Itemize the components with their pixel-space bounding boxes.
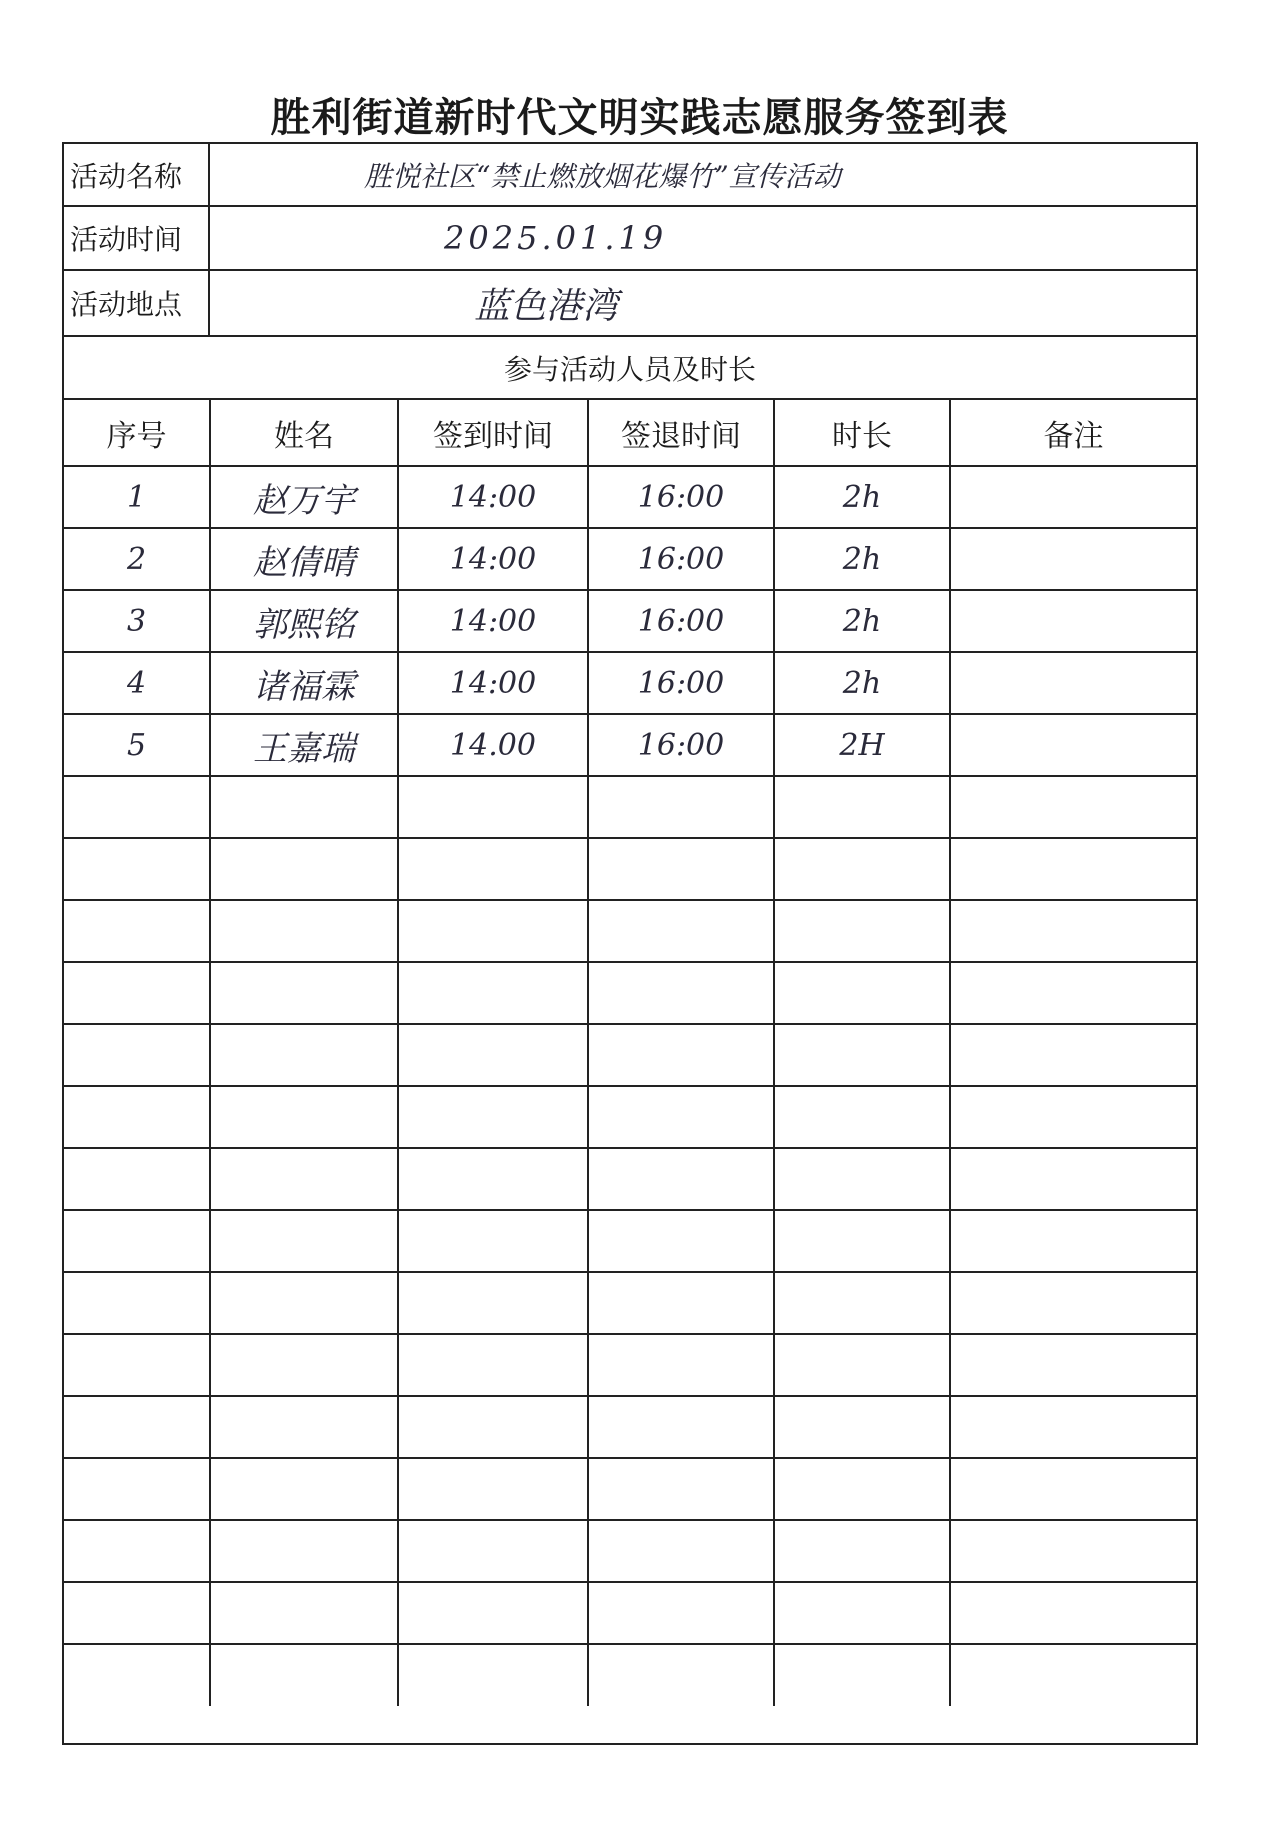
- table-header-row: [64, 400, 1196, 466]
- empty-table-row: [64, 1458, 1196, 1520]
- cell-sign-out: 16:00: [588, 590, 774, 652]
- header-sign-out: 签退时间: [588, 400, 774, 466]
- empty-cell: [398, 1582, 588, 1644]
- header-sign-in: 签到时间: [398, 400, 588, 466]
- empty-cell: [774, 1334, 950, 1396]
- cell-duration: 2h: [774, 528, 950, 590]
- empty-cell: [398, 1644, 588, 1706]
- cell-sign-in: 14:00: [398, 590, 588, 652]
- empty-table-row: [64, 1396, 1196, 1458]
- empty-table-row: [64, 1272, 1196, 1334]
- cell-duration: 2h: [774, 652, 950, 714]
- cell-no: 2: [64, 528, 210, 590]
- empty-cell: [210, 1272, 398, 1334]
- empty-cell: [64, 1520, 210, 1582]
- cell-duration: 2H: [774, 714, 950, 776]
- empty-cell: [210, 1582, 398, 1644]
- cell-sign-out: 16:00: [588, 466, 774, 528]
- empty-cell: [774, 1644, 950, 1706]
- empty-cell: [588, 1458, 774, 1520]
- activity-place-row: [64, 271, 1196, 337]
- empty-cell: [950, 1582, 1196, 1644]
- empty-cell: [64, 1644, 210, 1706]
- empty-cell: [588, 1210, 774, 1272]
- empty-table-row: [64, 838, 1196, 900]
- cell-duration: 2h: [774, 590, 950, 652]
- activity-place-label: 活动地点: [64, 271, 210, 335]
- empty-table-row: [64, 1086, 1196, 1148]
- empty-cell: [210, 776, 398, 838]
- empty-cell: [210, 1086, 398, 1148]
- empty-cell: [588, 1582, 774, 1644]
- empty-cell: [398, 1210, 588, 1272]
- empty-cell: [64, 1148, 210, 1210]
- cell-name: 郭熙铭: [210, 590, 398, 652]
- empty-cell: [774, 1210, 950, 1272]
- empty-table-row: [64, 1148, 1196, 1210]
- empty-table-row: [64, 1024, 1196, 1086]
- empty-cell: [64, 1396, 210, 1458]
- empty-cell: [950, 1148, 1196, 1210]
- cell-note: [950, 590, 1196, 652]
- empty-table-row: [64, 1334, 1196, 1396]
- cell-no: 3: [64, 590, 210, 652]
- empty-cell: [588, 1520, 774, 1582]
- cell-no: 4: [64, 652, 210, 714]
- cell-sign-out: 16:00: [588, 528, 774, 590]
- empty-cell: [210, 1458, 398, 1520]
- empty-cell: [398, 1334, 588, 1396]
- cell-name: 王嘉瑞: [210, 714, 398, 776]
- page-title: 胜利街道新时代文明实践志愿服务签到表: [270, 95, 1009, 141]
- empty-cell: [64, 1210, 210, 1272]
- empty-cell: [210, 962, 398, 1024]
- empty-cell: [398, 1148, 588, 1210]
- cell-note: [950, 528, 1196, 590]
- cell-sign-in: 14.00: [398, 714, 588, 776]
- empty-cell: [398, 1458, 588, 1520]
- empty-cell: [950, 776, 1196, 838]
- empty-cell: [64, 1272, 210, 1334]
- empty-cell: [398, 776, 588, 838]
- empty-cell: [588, 1086, 774, 1148]
- header-name: 姓名: [210, 400, 398, 466]
- empty-cell: [774, 1024, 950, 1086]
- table-row: [64, 466, 1196, 528]
- empty-cell: [950, 1458, 1196, 1520]
- empty-cell: [64, 962, 210, 1024]
- empty-cell: [950, 1086, 1196, 1148]
- empty-cell: [774, 1520, 950, 1582]
- empty-cell: [398, 962, 588, 1024]
- empty-cell: [588, 900, 774, 962]
- empty-cell: [774, 838, 950, 900]
- empty-cell: [774, 1148, 950, 1210]
- empty-cell: [588, 1148, 774, 1210]
- activity-time-value: 2025.01.19: [444, 219, 668, 257]
- empty-cell: [398, 1086, 588, 1148]
- activity-place-value: 蓝色港湾: [474, 285, 619, 327]
- empty-cell: [588, 838, 774, 900]
- empty-cell: [210, 1148, 398, 1210]
- cell-sign-out: 16:00: [588, 714, 774, 776]
- table-row: [64, 528, 1196, 590]
- section-title: 参与活动人员及时长: [64, 337, 1196, 400]
- empty-cell: [210, 838, 398, 900]
- cell-sign-out: 16:00: [588, 652, 774, 714]
- empty-cell: [64, 1024, 210, 1086]
- empty-cell: [64, 838, 210, 900]
- cell-name: 赵倩晴: [210, 528, 398, 590]
- empty-cell: [588, 962, 774, 1024]
- empty-cell: [950, 1272, 1196, 1334]
- empty-cell: [64, 900, 210, 962]
- cell-sign-in: 14:00: [398, 466, 588, 528]
- empty-cell: [398, 1396, 588, 1458]
- empty-cell: [950, 1520, 1196, 1582]
- cell-note: [950, 652, 1196, 714]
- empty-table-row: [64, 1210, 1196, 1272]
- cell-sign-in: 14:00: [398, 652, 588, 714]
- cell-note: [950, 714, 1196, 776]
- cell-duration: 2h: [774, 466, 950, 528]
- empty-cell: [774, 1086, 950, 1148]
- empty-cell: [774, 1396, 950, 1458]
- empty-cell: [588, 776, 774, 838]
- cell-no: 5: [64, 714, 210, 776]
- header-duration: 时长: [774, 400, 950, 466]
- empty-cell: [588, 1024, 774, 1086]
- header-no: 序号: [64, 400, 210, 466]
- empty-cell: [64, 1582, 210, 1644]
- activity-name-value: 胜悦社区“禁止燃放烟花爆竹”宣传活动: [364, 159, 841, 193]
- empty-cell: [398, 1520, 588, 1582]
- cell-note: [950, 466, 1196, 528]
- empty-cell: [210, 1210, 398, 1272]
- empty-cell: [210, 900, 398, 962]
- empty-cell: [588, 1334, 774, 1396]
- empty-cell: [950, 1024, 1196, 1086]
- empty-cell: [950, 1644, 1196, 1706]
- activity-time-label: 活动时间: [64, 207, 210, 269]
- roster-table: [64, 400, 1196, 1706]
- empty-table-row: [64, 900, 1196, 962]
- empty-cell: [64, 1458, 210, 1520]
- empty-cell: [64, 776, 210, 838]
- empty-cell: [774, 962, 950, 1024]
- empty-cell: [950, 1334, 1196, 1396]
- cell-name: 赵万宇: [210, 466, 398, 528]
- empty-cell: [774, 776, 950, 838]
- empty-cell: [398, 900, 588, 962]
- empty-cell: [950, 900, 1196, 962]
- empty-table-row: [64, 962, 1196, 1024]
- empty-cell: [774, 900, 950, 962]
- empty-cell: [588, 1396, 774, 1458]
- empty-cell: [398, 1272, 588, 1334]
- empty-cell: [774, 1458, 950, 1520]
- empty-cell: [398, 838, 588, 900]
- cell-sign-in: 14:00: [398, 528, 588, 590]
- empty-cell: [950, 1396, 1196, 1458]
- empty-cell: [774, 1582, 950, 1644]
- empty-cell: [210, 1396, 398, 1458]
- empty-cell: [950, 838, 1196, 900]
- empty-cell: [774, 1272, 950, 1334]
- empty-cell: [64, 1334, 210, 1396]
- empty-cell: [398, 1024, 588, 1086]
- empty-table-row: [64, 1520, 1196, 1582]
- table-row: [64, 652, 1196, 714]
- activity-time-row: [64, 207, 1196, 271]
- empty-table-row: [64, 1582, 1196, 1644]
- empty-cell: [64, 1086, 210, 1148]
- header-note: 备注: [950, 400, 1196, 466]
- cell-no: 1: [64, 466, 210, 528]
- table-row: [64, 590, 1196, 652]
- cell-name: 诸福霖: [210, 652, 398, 714]
- empty-table-row: [64, 776, 1196, 838]
- activity-name-label: 活动名称: [64, 144, 210, 205]
- empty-cell: [588, 1644, 774, 1706]
- table-row: [64, 714, 1196, 776]
- empty-cell: [210, 1520, 398, 1582]
- empty-cell: [210, 1334, 398, 1396]
- empty-cell: [210, 1024, 398, 1086]
- empty-cell: [210, 1644, 398, 1706]
- activity-name-row: [64, 144, 1196, 207]
- empty-table-row: [64, 1644, 1196, 1706]
- empty-cell: [950, 1210, 1196, 1272]
- sign-in-sheet: [62, 142, 1198, 1745]
- empty-cell: [588, 1272, 774, 1334]
- empty-cell: [950, 962, 1196, 1024]
